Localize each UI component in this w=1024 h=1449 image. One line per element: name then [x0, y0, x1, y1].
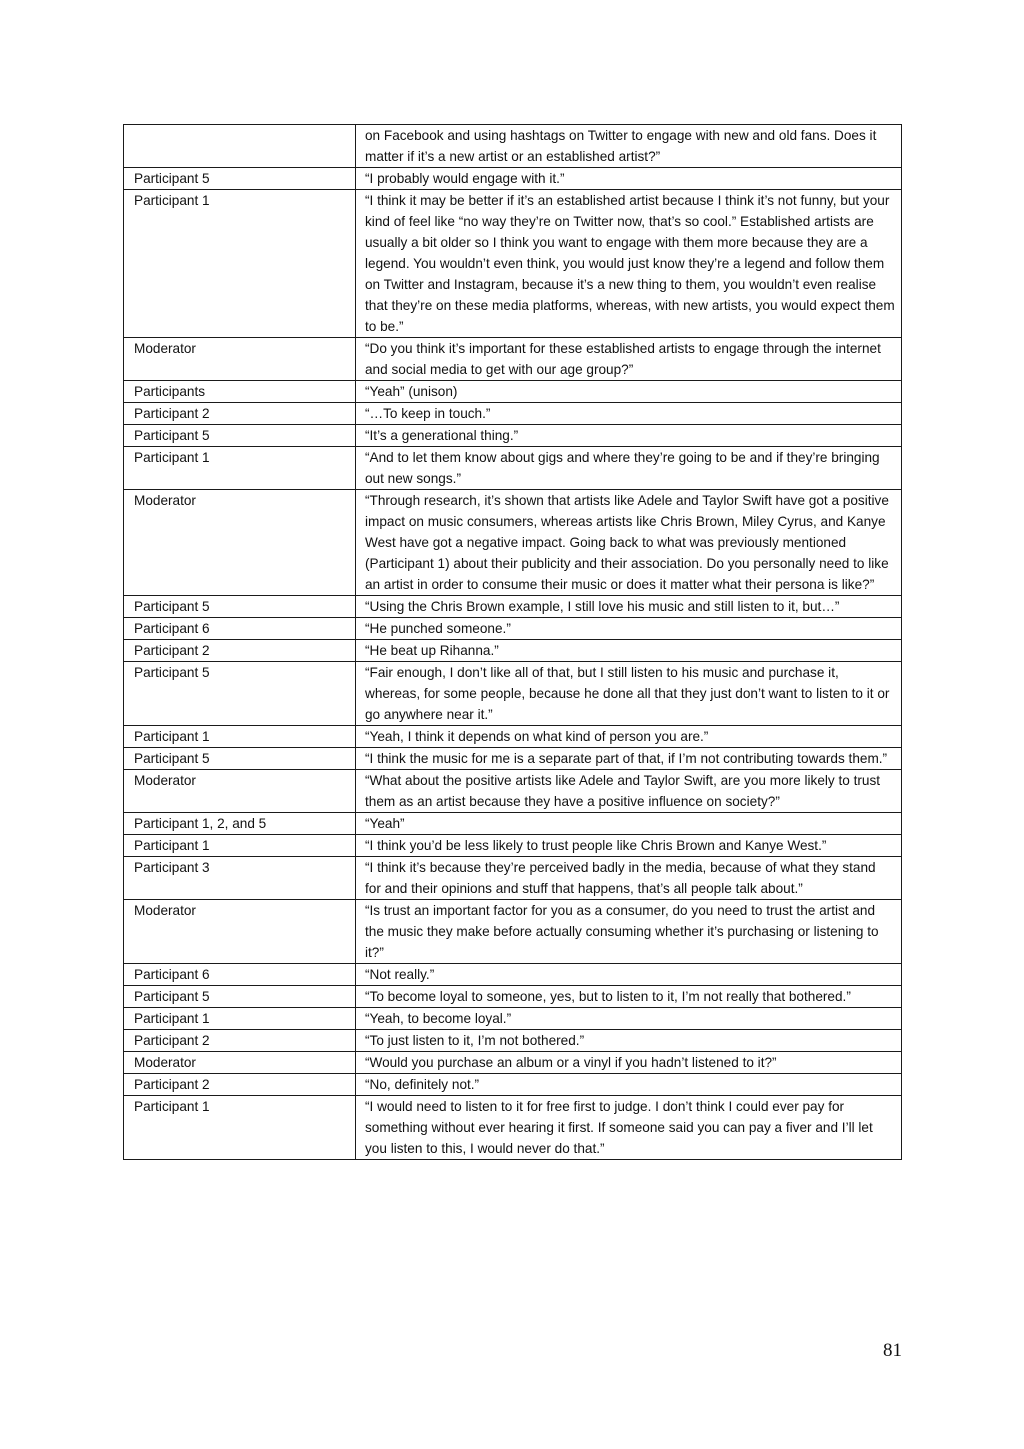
- quote-cell: “I think it may be better if it’s an established artist because I think it’s not funny, but your kind of feel like “no way they’re on Twitter now, that’s so cool.” Established artists are usually a bit older so I think you want to engage with them more because they are a legend. You wouldn’t even think, you would just know they’re a legend and follow them on Twitter and Instagram, because it’s a new thing to them, you wouldn’t even realise that they’re on these media platforms, whereas, with new artists, you would expect them to be.”: [356, 190, 902, 338]
- transcript-row: [124, 900, 902, 964]
- speaker-cell: Participants: [124, 381, 356, 403]
- transcript-row: [124, 1096, 902, 1160]
- transcript-row: [124, 813, 902, 835]
- transcript-row: [124, 168, 902, 190]
- speaker-cell: Participant 6: [124, 618, 356, 640]
- transcript-row: [124, 190, 902, 338]
- quote-cell: “He beat up Rihanna.”: [356, 640, 902, 662]
- speaker-cell: Participant 5: [124, 596, 356, 618]
- transcript-row: [124, 338, 902, 381]
- quote-cell: “To just listen to it, I’m not bothered.”: [356, 1030, 902, 1052]
- transcript-row: [124, 857, 902, 900]
- quote-cell: “And to let them know about gigs and where they’re going to be and if they’re bringing out new songs.”: [356, 447, 902, 490]
- speaker-cell: Participant 1: [124, 726, 356, 748]
- speaker-cell: Participant 1, 2, and 5: [124, 813, 356, 835]
- transcript-table: [123, 124, 902, 1160]
- speaker-cell: Participant 5: [124, 748, 356, 770]
- speaker-cell: Participant 1: [124, 190, 356, 338]
- speaker-cell: Participant 2: [124, 640, 356, 662]
- transcript-row: [124, 835, 902, 857]
- speaker-cell: Moderator: [124, 900, 356, 964]
- transcript-row: [124, 986, 902, 1008]
- speaker-cell: Participant 5: [124, 986, 356, 1008]
- quote-cell: “What about the positive artists like Adele and Taylor Swift, are you more likely to trust them as an artist because they have a positive influence on society?”: [356, 770, 902, 813]
- speaker-cell: Participant 5: [124, 662, 356, 726]
- quote-cell: “Through research, it’s shown that artists like Adele and Taylor Swift have got a positive impact on music consumers, whereas artists like Chris Brown, Miley Cyrus, and Kanye West have got a negative impact. Going back to what was previously mentioned (Participant 1) about their publicity and their association. Do you personally need to like an artist in order to consume their music or does it matter what their persona is like?”: [356, 490, 902, 596]
- transcript-row: [124, 447, 902, 490]
- transcript-row: [124, 1008, 902, 1030]
- transcript-row: [124, 1074, 902, 1096]
- quote-cell: “I think the music for me is a separate part of that, if I’m not contributing towards them.”: [356, 748, 902, 770]
- speaker-cell: Participant 2: [124, 1074, 356, 1096]
- transcript-row: [124, 748, 902, 770]
- transcript-row: [124, 726, 902, 748]
- transcript-row: [124, 1030, 902, 1052]
- quote-cell: “Using the Chris Brown example, I still love his music and still listen to it, but…”: [356, 596, 902, 618]
- quote-cell: “Yeah” (unison): [356, 381, 902, 403]
- transcript-row: [124, 425, 902, 447]
- speaker-cell: Participant 2: [124, 403, 356, 425]
- speaker-cell: Participant 2: [124, 1030, 356, 1052]
- quote-cell: “…To keep in touch.”: [356, 403, 902, 425]
- quote-cell: on Facebook and using hashtags on Twitter to engage with new and old fans. Does it matter if it’s a new artist or an established artist?”: [356, 125, 902, 168]
- speaker-cell: [124, 125, 356, 168]
- speaker-cell: Moderator: [124, 490, 356, 596]
- quote-cell: “Is trust an important factor for you as a consumer, do you need to trust the artist and the music they make before actually consuming whether it’s purchasing or listening to it?”: [356, 900, 902, 964]
- transcript-row: [124, 640, 902, 662]
- speaker-cell: Moderator: [124, 1052, 356, 1074]
- quote-cell: “To become loyal to someone, yes, but to listen to it, I’m not really that bothered.”: [356, 986, 902, 1008]
- speaker-cell: Participant 1: [124, 835, 356, 857]
- speaker-cell: Participant 1: [124, 447, 356, 490]
- page-number: 81: [883, 1340, 902, 1361]
- speaker-cell: Participant 1: [124, 1008, 356, 1030]
- quote-cell: “He punched someone.”: [356, 618, 902, 640]
- speaker-cell: Participant 6: [124, 964, 356, 986]
- transcript-row: [124, 125, 902, 168]
- quote-cell: “No, definitely not.”: [356, 1074, 902, 1096]
- transcript-row: [124, 618, 902, 640]
- quote-cell: “I would need to listen to it for free first to judge. I don’t think I could ever pay for something without ever hearing it first. If someone said you can pay a fiver and I’ll let you listen to this, I would never do that.”: [356, 1096, 902, 1160]
- quote-cell: “Fair enough, I don’t like all of that, but I still listen to his music and purchase it, whereas, for some people, because he done all that they just don’t want to listen to it or go anywhere near it.”: [356, 662, 902, 726]
- transcript-row: [124, 403, 902, 425]
- quote-cell: “I think you’d be less likely to trust people like Chris Brown and Kanye West.”: [356, 835, 902, 857]
- speaker-cell: Participant 5: [124, 168, 356, 190]
- quote-cell: “Yeah, to become loyal.”: [356, 1008, 902, 1030]
- transcript-row: [124, 1052, 902, 1074]
- transcript-row: [124, 381, 902, 403]
- speaker-cell: Participant 5: [124, 425, 356, 447]
- quote-cell: “Not really.”: [356, 964, 902, 986]
- quote-cell: “Yeah, I think it depends on what kind of person you are.”: [356, 726, 902, 748]
- transcript-row: [124, 490, 902, 596]
- speaker-cell: Participant 1: [124, 1096, 356, 1160]
- quote-cell: “Do you think it’s important for these established artists to engage through the internet and social media to get with our age group?”: [356, 338, 902, 381]
- quote-cell: “It’s a generational thing.”: [356, 425, 902, 447]
- transcript-row: [124, 770, 902, 813]
- speaker-cell: Participant 3: [124, 857, 356, 900]
- quote-cell: “I probably would engage with it.”: [356, 168, 902, 190]
- transcript-row: [124, 964, 902, 986]
- quote-cell: “Yeah”: [356, 813, 902, 835]
- transcript-row: [124, 662, 902, 726]
- transcript-row: [124, 596, 902, 618]
- quote-cell: “I think it’s because they’re perceived badly in the media, because of what they stand for and their opinions and stuff that happens, that’s all people talk about.”: [356, 857, 902, 900]
- speaker-cell: Moderator: [124, 338, 356, 381]
- speaker-cell: Moderator: [124, 770, 356, 813]
- transcript-body: [124, 125, 902, 1160]
- quote-cell: “Would you purchase an album or a vinyl if you hadn’t listened to it?”: [356, 1052, 902, 1074]
